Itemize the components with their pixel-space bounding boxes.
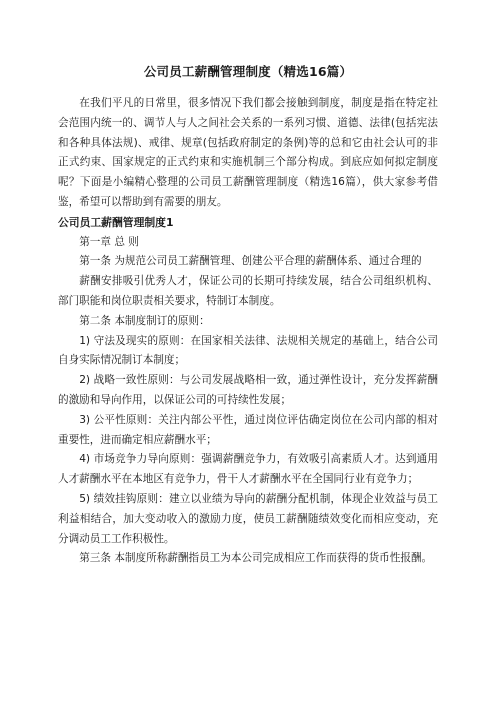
- article-3: 第三条 本制度所称薪酬指员工为本公司完成相应工作而获得的货币性报酬。: [79, 552, 433, 565]
- section-heading: 公司员工薪酬管理制度1: [58, 215, 174, 229]
- article-1-line-1: 第一条 为规范公司员工薪酬管理、创建公平合理的薪酬体系、通过合理的: [79, 255, 422, 268]
- principle-2: 2) 战略一致性原则：与公司发展战略相一致，通过弹性设计，充分发挥薪酬的激励和导向作用，以保证公司的可持续性发展；: [58, 374, 438, 406]
- principle-4: 4) 市场竞争力导向原则：强调薪酬竞争力，有效吸引高素质人才。达到通用人才薪酬水平在本地区有竞争力，骨干人才薪酬水平在全国同行业有竞争力；: [58, 453, 438, 486]
- article-1-line-2: 薪酬安排吸引优秀人才，保证公司的长期可持续发展，结合公司组织机构、部门职能和岗位职责相关要求，特制订本制度。: [58, 275, 438, 307]
- principle-5: 5) 绩效挂钩原则：建立以业绩为导向的薪酬分配机制，体现企业效益与员工利益相结合，加大变动收入的激励力度，使员工薪酬随绩效变化而相应变动，充分调动员工工作积极性。: [58, 492, 438, 545]
- chapter-heading: 第一章 总 则: [79, 235, 139, 248]
- intro-paragraph: 在我们平凡的日常里，很多情况下我们都会接触到制度，制度是指在特定社会范围内统一的、调节人与人之间社会关系的一系列习惯、道德、法律(包括宪法和各种具体法规)、戒律、规章(包括政府制定的条例)等的总和它由社会认可的非正式约束、国家规定的正式约束和实施机制三个部分构成。到底应如何拟定制度呢？下面是小编精心整理的公司员工薪酬管理制度（精选16篇），供大家参考借鉴，希望可以帮助到有需要的朋友。: [58, 97, 438, 208]
- principle-1: 1) 守法及现实的原则：在国家相关法律、法规相关规定的基础上，结合公司自身实际情况制订本制度；: [58, 334, 438, 367]
- article-2: 第二条 本制度制订的原则：: [79, 314, 210, 327]
- document-title: 公司员工薪酬管理制度（精选16篇）: [143, 64, 353, 79]
- principle-3: 3) 公平性原则：关注内部公平性，通过岗位评估确定岗位在公司内部的相对重要性，进而确定相应薪酬水平；: [58, 413, 438, 446]
